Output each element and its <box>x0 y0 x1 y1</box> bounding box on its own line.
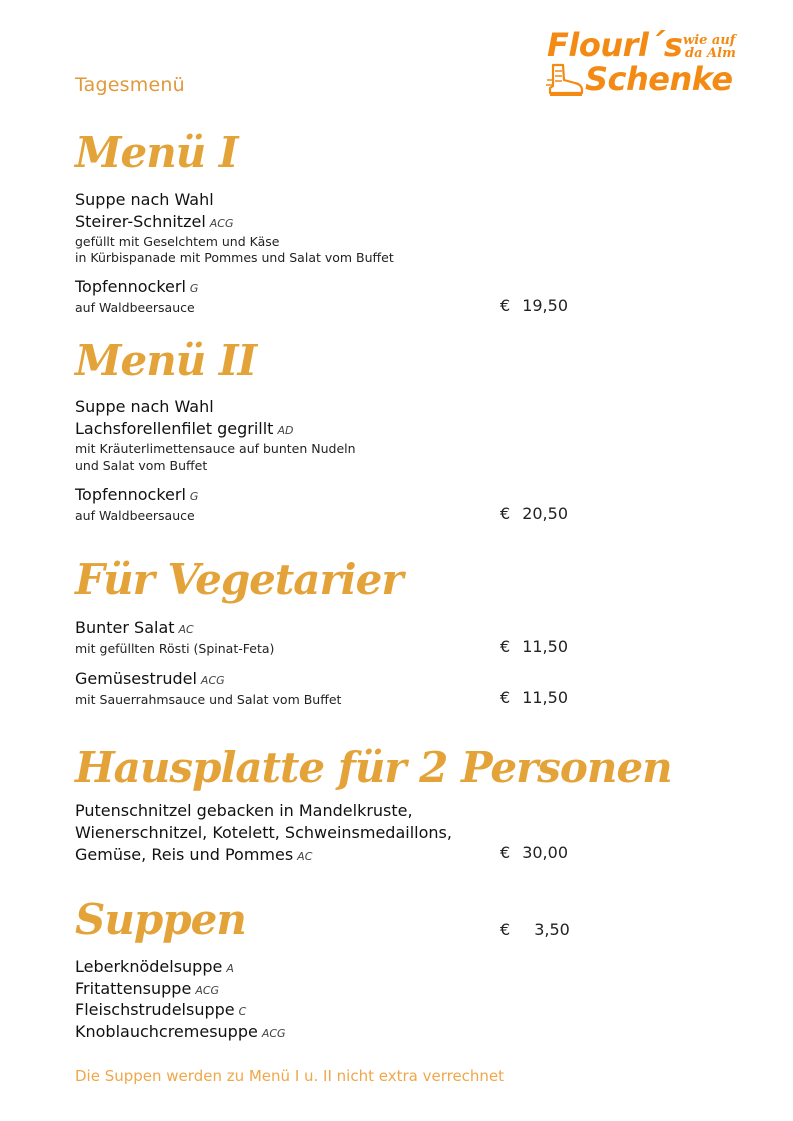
menu2-dessert-desc: auf Waldbeersauce <box>75 508 195 523</box>
soup-item-2 <box>75 978 219 1001</box>
currency-symbol: € <box>500 920 511 939</box>
menu2-price-value: 20,50 <box>522 504 568 523</box>
menu1-dessert-allergens: G <box>189 282 199 295</box>
veg-item-1-price-value: 11,50 <box>522 637 568 656</box>
menu1-dessert-desc: auf Waldbeersauce <box>75 300 195 315</box>
veg-item-2-allergens: ACG <box>200 674 225 687</box>
menu1-title: Menü I <box>75 128 238 177</box>
logo-line1: Flourl´s <box>547 26 683 64</box>
boot-icon <box>545 62 585 98</box>
logo-line2: Schenke <box>585 60 733 98</box>
currency-symbol: € <box>500 637 511 656</box>
currency-symbol: € <box>500 296 511 315</box>
veg-item-1-name: Bunter Salat <box>75 618 175 637</box>
soup-item-3 <box>75 999 246 1022</box>
menu2-main <box>75 418 293 441</box>
menu2-title: Menü II <box>75 336 257 385</box>
menu1-main-allergens: ACG <box>209 217 234 230</box>
soup-item-4-name: Knoblauchcremesuppe <box>75 1022 258 1041</box>
page-label: Tagesmenü <box>75 74 185 96</box>
menu1-main <box>75 211 234 234</box>
menu2-main-allergens: AD <box>277 424 294 437</box>
menu1-main-desc2: in Kürbispanade mit Pommes und Salat vom Buffet <box>75 250 394 265</box>
veg-item-1-allergens: AC <box>178 623 194 636</box>
menu1-price <box>500 296 568 315</box>
soup-item-2-name: Fritattensuppe <box>75 979 192 998</box>
soups-price <box>500 920 570 939</box>
logo-tagline1: wie auf <box>683 33 736 48</box>
footer-note: Die Suppen werden zu Menü I u. II nicht extra verrechnet <box>75 1067 505 1085</box>
platter-line2: Wienerschnitzel, Kotelett, Schweinsmedaillons, <box>75 823 452 842</box>
menu2-price <box>500 504 568 523</box>
platter-price-value: 30,00 <box>522 843 568 862</box>
menu2-soup: Suppe nach Wahl <box>75 397 214 416</box>
veg-item-1-desc: mit gefüllten Rösti (Spinat-Feta) <box>75 641 275 656</box>
menu2-dessert <box>75 484 198 507</box>
menu2-main-desc1: mit Kräuterlimettensauce auf bunten Nudeln <box>75 441 356 456</box>
platter-allergens: AC <box>297 850 313 863</box>
veg-item-2 <box>75 668 225 691</box>
veg-item-1-price <box>500 637 568 656</box>
platter-line3 <box>75 844 312 867</box>
currency-symbol: € <box>500 504 511 523</box>
soups-price-value: 3,50 <box>534 920 570 939</box>
menu1-main-name: Steirer-Schnitzel <box>75 212 206 231</box>
menu1-dessert-name: Topfennockerl <box>75 277 186 296</box>
menu2-dessert-name: Topfennockerl <box>75 485 186 504</box>
menu1-main-desc1: gefüllt mit Geselchtem und Käse <box>75 234 280 249</box>
menu2-main-desc2: und Salat vom Buffet <box>75 458 208 473</box>
veg-item-2-name: Gemüsestrudel <box>75 669 197 688</box>
currency-symbol: € <box>500 688 511 707</box>
soup-item-4 <box>75 1021 286 1044</box>
soup-item-3-allergens: C <box>238 1005 247 1018</box>
menu2-main-name: Lachsforellenfilet gegrillt <box>75 419 274 438</box>
platter-line3-text: Gemüse, Reis und Pommes <box>75 845 294 864</box>
veg-item-1 <box>75 617 194 640</box>
restaurant-logo <box>545 26 735 102</box>
soups-title: Suppen <box>75 895 246 944</box>
platter-price <box>500 843 568 862</box>
logo-tagline2: da Alm <box>685 46 736 61</box>
soup-item-3-name: Fleischstrudelsuppe <box>75 1000 235 1019</box>
soup-item-2-allergens: ACG <box>195 984 220 997</box>
menu1-dessert <box>75 276 198 299</box>
soup-item-4-allergens: ACG <box>261 1027 286 1040</box>
veg-item-2-price <box>500 688 568 707</box>
soup-item-1-allergens: A <box>226 962 234 975</box>
soup-item-1-name: Leberknödelsuppe <box>75 957 223 976</box>
currency-symbol: € <box>500 843 511 862</box>
menu1-soup: Suppe nach Wahl <box>75 190 214 209</box>
veg-item-2-desc: mit Sauerrahmsauce und Salat vom Buffet <box>75 692 342 707</box>
menu1-price-value: 19,50 <box>522 296 568 315</box>
vegetarian-title: Für Vegetarier <box>75 555 403 604</box>
platter-title: Hausplatte für 2 Personen <box>75 743 672 792</box>
veg-item-2-price-value: 11,50 <box>522 688 568 707</box>
platter-line1: Putenschnitzel gebacken in Mandelkruste, <box>75 801 413 820</box>
soup-item-1 <box>75 956 234 979</box>
menu2-dessert-allergens: G <box>189 490 199 503</box>
